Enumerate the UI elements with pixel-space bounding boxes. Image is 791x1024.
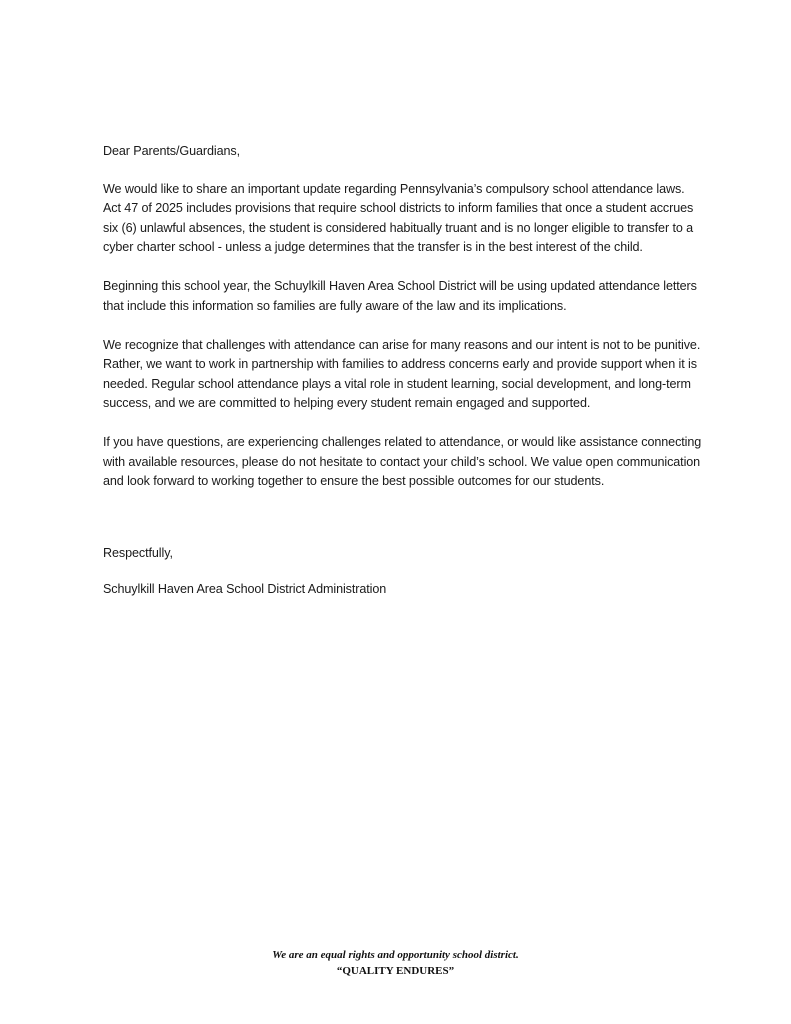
footer-motto: “QUALITY ENDURES” — [336, 965, 455, 977]
paragraph-contact: If you have questions, are experiencing challenges related to attendance, or would like assistance connecting with available resources, please do not hesitate to contact your child’s school. We value open communication and look forward to working together to ensure the best possible outcomes for our students. — [103, 435, 702, 488]
footer — [0, 947, 791, 979]
letter-body — [103, 142, 703, 600]
footer-tagline: We are an equal rights and opportunity school district. — [272, 949, 519, 961]
salutation: Dear Parents/Guardians, — [103, 144, 241, 158]
signature: Schuylkill Haven Area School District Administration — [103, 582, 387, 596]
paragraph-attendance-letters: Beginning this school year, the Schuylkill Haven Area School District will be using updated attendance letters that include this information so families are fully aware of the law and its implications. — [103, 279, 697, 313]
paragraph-act-47-update: We would like to share an important update regarding Pennsylvania’s compulsory school attendance laws. Act 47 of 2025 includes provisions that require school districts to inform families that once a student accrues six (6) unlawful absences, the student is considered habitually truant and is no longer eligible to transfer to a cyber charter school - unless a judge determines that the transfer is in the best interest of the child. — [103, 181, 694, 254]
paragraph-partnership: We recognize that challenges with attendance can arise for many reasons and our intent is not to be punitive. Rather, we want to work in partnership with families to address concerns early and provide support when it is needed. Regular school attendance plays a vital role in student learning, social development, and long-term success, and we are committed to helping every student remain engaged and supported. — [103, 337, 701, 410]
closing: Respectfully, — [103, 545, 173, 560]
